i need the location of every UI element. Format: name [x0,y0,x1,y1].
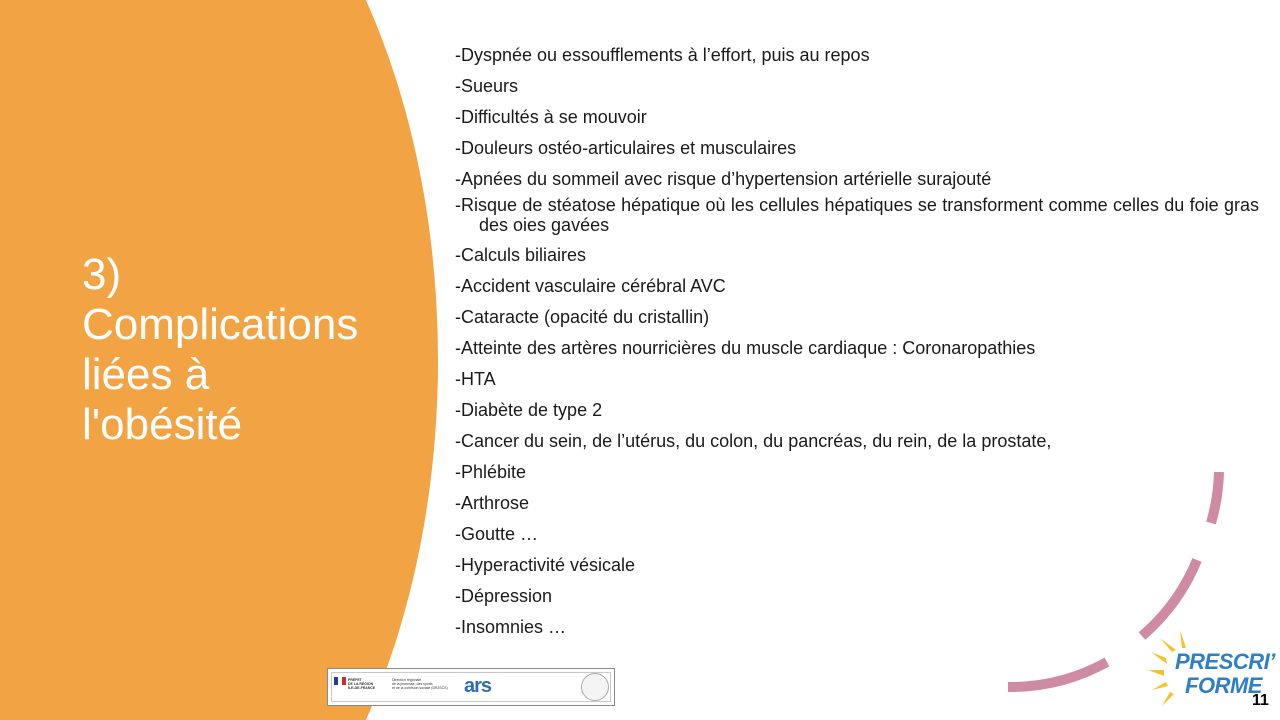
drjscs-label [392,678,448,690]
prescriforme-logo [1175,650,1275,698]
prescriforme-line: FORME [1185,673,1262,698]
prefect-label [348,678,375,690]
list-item: -Dyspnée ou essoufflements à l’effort, puis au repos [455,45,870,65]
list-item: -Hyperactivité vésicale [455,555,636,575]
page-number: 11 [1252,692,1269,709]
direction-line: et de la cohésion sociale (DRJSCS) [392,686,448,690]
ars-logo: ars [464,675,492,697]
list-item: -Diabète de type 2 [455,400,603,420]
list-item: -Insomnies … [455,617,567,637]
list-item: -Sueurs [455,76,519,96]
slide-title [82,250,412,450]
list-item: -HTA [455,369,496,389]
marianne-flag-icon [334,677,346,685]
list-item: -Goutte … [455,524,539,544]
list-item: -Difficultés à se mouvoir [455,107,647,127]
list-item: -Cancer du sein, de l’utérus, du colon, du pancréas, du rein, de la prostate, [455,431,1052,451]
direction-line: Direction régionale [392,678,422,682]
list-item: -Calculs biliaires [455,245,587,265]
prescriforme-line: PRESCRI’ [1175,649,1275,674]
list-item: -Phlébite [455,462,527,482]
list-item: -Arthrose [455,493,530,513]
list-item: -Cataracte (opacité du cristallin) [455,307,710,327]
title-line: liées à [82,350,210,399]
regional-seal-icon [581,673,609,701]
title-line: Complications [82,300,359,349]
list-item: -Dépression [455,586,553,606]
prefect-line: ÎLE-DE-FRANCE [348,686,376,690]
list-item: -Douleurs ostéo-articulaires et musculaires [455,138,797,158]
partner-logos-strip [327,668,615,706]
title-line: 3) [82,250,122,299]
direction-line: de la jeunesse, des sports [392,682,433,686]
title-line: l'obésité [82,400,243,449]
prefect-line: DE LA RÉGION [348,682,374,686]
prefect-line: PRÉFET [348,678,362,682]
list-item: -Risque de stéatose hépatique où les cellules hépatiques se transforment comme celles du foie gras des oies gavées [455,195,1259,235]
list-item: -Accident vasculaire cérébral AVC [455,276,726,296]
list-item: -Apnées du sommeil avec risque d’hypertension artérielle surajouté [455,169,992,189]
list-item: -Atteinte des artères nourricières du muscle cardiaque : Coronaropathies [455,338,1036,358]
